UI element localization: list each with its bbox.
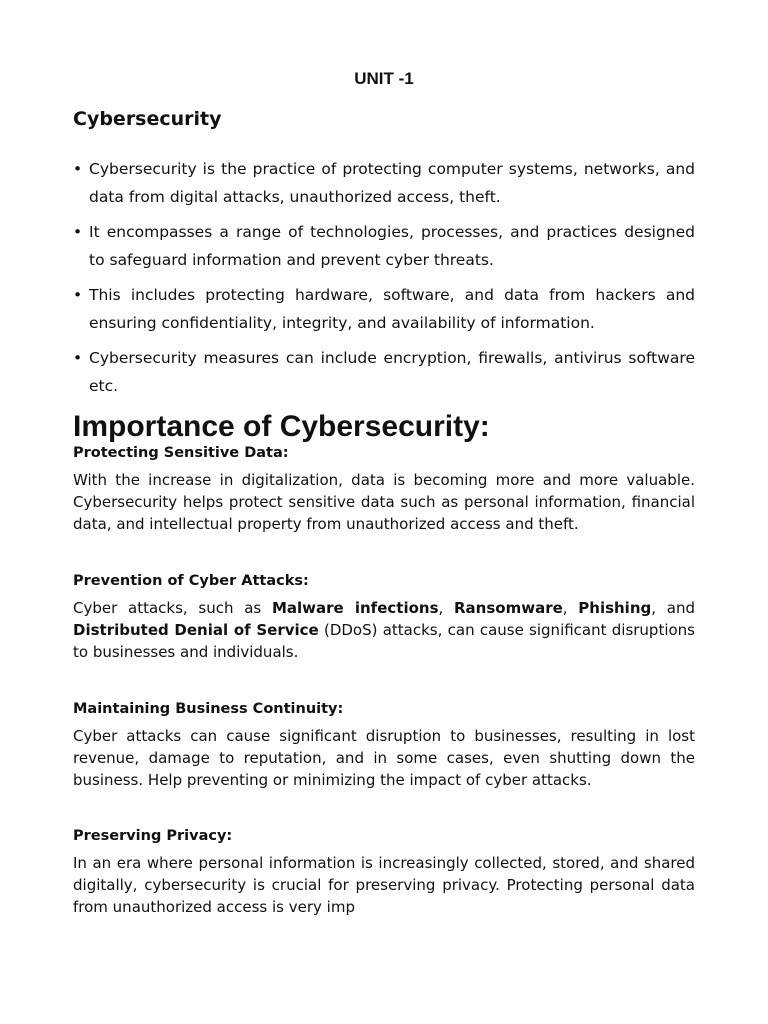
prevention-bold-malware: Malware infections <box>271 599 439 617</box>
list-item <box>73 218 695 274</box>
list-item <box>73 281 695 337</box>
privacy-paragraph: In an era where personal information is increasingly collected, stored, and shared digitally, cybersecurity is crucial for preserving privacy. Protecting personal data from unauthorized access is very imp <box>73 854 695 916</box>
sensitive-data-heading: Protecting Sensitive Data: <box>73 445 289 461</box>
prevention-text-1: Cyber attacks, such as <box>73 599 272 617</box>
continuity-heading: Maintaining Business Continuity: <box>73 701 344 717</box>
prevention-text-3: , <box>562 599 579 617</box>
bullet-icon: • <box>73 223 83 241</box>
prevention-text-4: , and <box>651 599 695 617</box>
bullet-text: This includes protecting hardware, software, and data from hackers and ensuring confidentiality, integrity, and availability of information. <box>89 286 695 332</box>
bullet-list <box>73 155 695 407</box>
prevention-bold-ransomware: Ransomware <box>454 599 563 617</box>
prevention-bold-ddos: Distributed Denial of Service <box>73 621 319 639</box>
unit-label: UNIT -1 <box>354 69 414 88</box>
bullet-icon: • <box>73 160 83 178</box>
bullet-icon: • <box>73 349 83 367</box>
sensitive-data-paragraph: With the increase in digitalization, data is becoming more and more valuable. Cybersecurity helps protect sensitive data such as personal information, financial data, and intellectual property from unauthorized access and theft. <box>73 471 695 533</box>
bullet-text: Cybersecurity is the practice of protecting computer systems, networks, and data from digital attacks, unauthorized access, theft. <box>89 160 695 206</box>
section-heading: Cybersecurity <box>73 108 222 130</box>
list-item <box>73 344 695 400</box>
privacy-heading: Preserving Privacy: <box>73 828 233 844</box>
prevention-paragraph <box>73 597 695 663</box>
bullet-text: It encompasses a range of technologies, processes, and practices designed to safeguard information and prevent cyber threats. <box>89 223 695 269</box>
bullet-icon: • <box>73 286 83 304</box>
prevention-heading: Prevention of Cyber Attacks: <box>73 573 309 589</box>
prevention-text-2: , <box>438 599 454 617</box>
bullet-text: Cybersecurity measures can include encryption, firewalls, antivirus software etc. <box>89 349 695 395</box>
importance-title: Importance of Cybersecurity: <box>73 410 490 443</box>
prevention-text-5: (DDoS) attacks, can cause significant disruptions to businesses and individuals. <box>73 621 695 661</box>
continuity-paragraph: Cyber attacks can cause significant disruption to businesses, resulting in lost revenue, damage to reputation, and in some cases, even shutting down the business. Help preventing or minimizing the impact of cyber attacks. <box>73 727 695 789</box>
list-item <box>73 155 695 211</box>
prevention-bold-phishing: Phishing <box>578 599 652 617</box>
